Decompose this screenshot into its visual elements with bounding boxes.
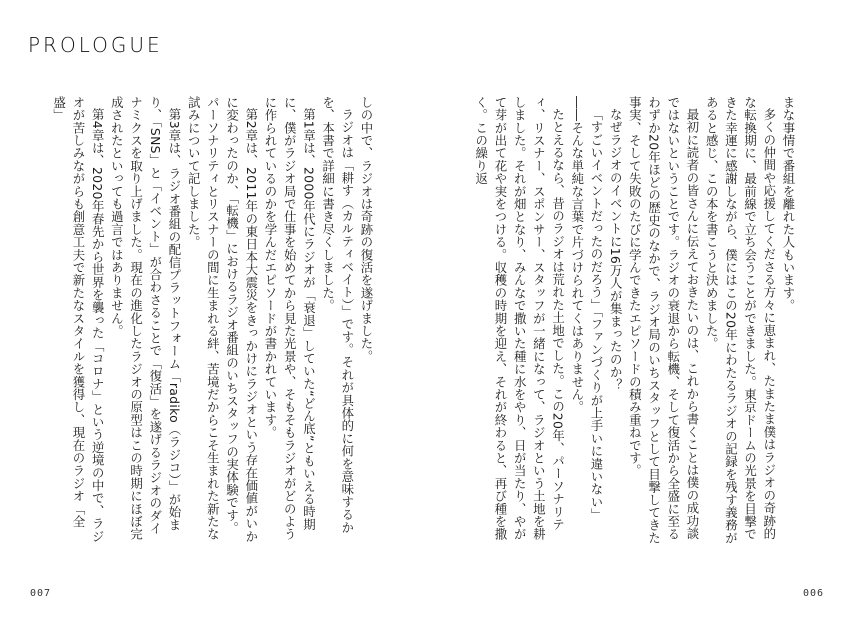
paragraph: 第4章は、2020年春先から世界を襲った「コロナ」という逆境の中で、ラジオが苦しみながらも創意工夫で新たなスタイルを獲得し、現在のラジオ「全盛」 <box>51 96 106 544</box>
paragraph: 第2章は、2011年の東日本大震災をきっかけにラジオという存在価値がいかに変わったのか、「転機」におけるラジオ番組のいちスタッフの実体験です。パーソナリティとリスナーの間に生まれる絆、苦境だからこそ生まれた新たな試みについて記しました。 <box>186 96 259 544</box>
paragraph: ラジオは「耕す（カルティベイト）」です。それが具体的に何を意味するかを、本書で詳細に書き尽くしました。 <box>320 96 355 534</box>
paragraph: 第1章は、2000年代にラジオが「衰退」していた“どん底”ともいえる時期に、僕がラジオ局で仕事を始めてから見た光景や、そもそもラジオがどのように作られているのかを学んだエピソードが書かれています。 <box>262 96 317 541</box>
page-number-right: 006 <box>803 588 825 599</box>
paragraph: 最初に読者の皆さんに伝えておきたいのは、これから書くことは僕の成功談ではないということです。ラジオの衰退から転機、そして復活から全盛に至るわずか20年ほどの歴史のなかで、ラジオ局のいちスタッフとして目撃してきた事実、そして失敗のたびに学んできたエピソードの積み重ねです。 <box>627 96 700 545</box>
page-number-left: 007 <box>30 588 52 599</box>
paragraph: 第3章は、ラジオ番組の配信プラットフォーム「radiko（ラジコ）」が始まり、「SNS」と「イベント」が合わさることで「復活」を遂げるラジオのダイナミクスを取り上げました。現在の進化したラジオの原型はこの時期にほぼ完成されたといっても過言ではありません。 <box>109 96 182 541</box>
right-page-body <box>458 96 798 546</box>
paragraph: まな事情で番組を離れた人もいます。 <box>781 96 796 312</box>
paragraph: なぜラジオのイベントに16万人が集まったのか？ <box>608 108 624 392</box>
paragraph: 「すごいイベントだったのだろう」「ファンづくりが上手いに違いない」――そんな単純な言葉で片づけられてくはありません。 <box>569 96 604 522</box>
paragraph: しの中で、ラジオは奇跡の復活を遂げました。 <box>359 96 374 363</box>
page-title: PROLOGUE <box>28 33 163 57</box>
left-page-body <box>51 96 376 546</box>
paragraph: 多くの仲間や応援してくださる方々に恵まれ、たまたま僕はラジオの奇跡的な転換期に、最前線で立ち会うことができました。東京ドームの光景を目撃できた幸運に感謝しながら、僕にはこの20年にわたるラジオの記録を残す義務があると感じ、この本を書こうと決めました。 <box>704 96 777 545</box>
paragraph: たとえるなら、昔のラジオは荒れた土地でした。この20年、パーソナリティ、リスナー、スポンサー、スタッフが一緒になって、ラジオという土地を耕しました。それが畑となり、みんなで撒いた種に水をやり、日が当たり、やがて芽が出て花や実をつける。収穫の時期を迎え、それが終わると、再び種を撒く。この繰り返 <box>473 96 566 541</box>
